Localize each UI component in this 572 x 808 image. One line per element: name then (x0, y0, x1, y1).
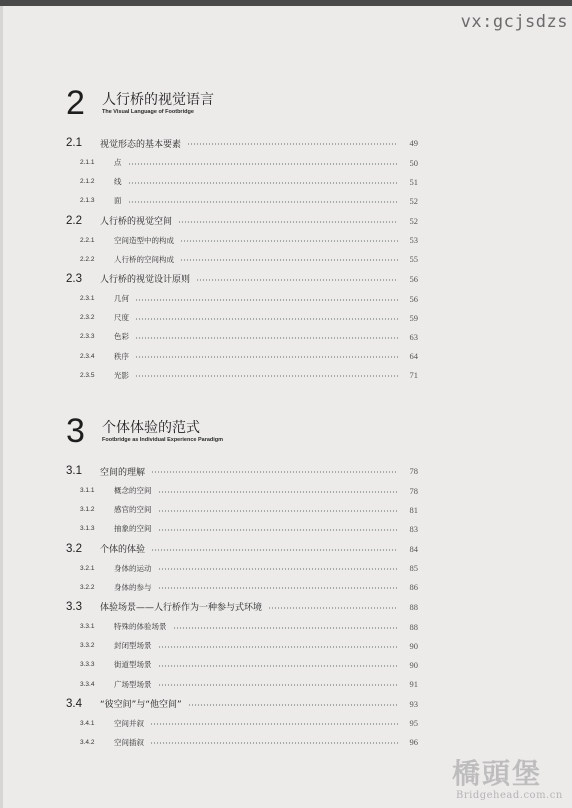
entry-title: 点 (114, 158, 122, 168)
entry-number: 3.4.2 (80, 738, 95, 746)
dot-leader (158, 645, 399, 648)
toc-subsection-entry[interactable] (66, 481, 418, 500)
entry-title: 封闭型场景 (114, 641, 152, 651)
entry-page-number: 64 (409, 351, 418, 362)
dot-leader (158, 490, 399, 493)
dot-leader (158, 509, 399, 512)
entry-title: “彼空间”与“他空间” (100, 700, 182, 711)
entry-page-number: 96 (409, 737, 418, 748)
entry-page-number: 78 (409, 466, 418, 476)
dot-leader (188, 703, 398, 706)
entry-page-number: 59 (409, 312, 418, 323)
entry-number: 2.2.1 (80, 236, 95, 244)
toc-subsection-entry[interactable] (66, 500, 418, 519)
entry-number: 3.2 (66, 542, 82, 555)
entry-number: 2.2.2 (80, 255, 95, 263)
entry-number: 3.3.4 (80, 680, 95, 688)
entry-title: 空间插叙 (114, 737, 144, 747)
entry-number: 3.3.3 (80, 661, 95, 669)
entry-number: 3.3.2 (80, 642, 95, 650)
dot-leader (178, 220, 398, 223)
entry-title: 色彩 (114, 332, 129, 342)
toc-subsection-entry[interactable] (66, 559, 418, 578)
dot-leader (151, 548, 398, 551)
entry-number: 2.3.4 (80, 352, 95, 360)
entry-title: 概念的空间 (114, 486, 152, 496)
toc-list (66, 133, 418, 385)
entry-title: 光影 (114, 370, 129, 380)
dot-leader (158, 684, 399, 687)
entry-number: 3.1.1 (80, 487, 95, 495)
dot-leader (128, 162, 399, 165)
toc-section-entry[interactable] (66, 461, 418, 481)
toc-section-entry[interactable] (66, 694, 418, 714)
watermark-top: vx:gcjsdzs (460, 12, 568, 32)
entry-page-number: 63 (409, 331, 418, 342)
toc-subsection-entry[interactable] (66, 519, 418, 538)
entry-page-number: 93 (409, 698, 418, 709)
toc-subsection-entry[interactable] (66, 308, 418, 327)
entry-page-number: 84 (409, 543, 418, 554)
entry-page-number: 88 (409, 601, 418, 612)
dot-leader (135, 336, 398, 339)
entry-title: 面 (114, 196, 122, 206)
entry-page-number: 81 (409, 504, 418, 515)
toc-subsection-entry[interactable] (66, 617, 418, 636)
toc-subsection-entry[interactable] (66, 675, 418, 694)
entry-title: 身体的参与 (114, 582, 152, 592)
entry-title: 广场型场景 (114, 679, 152, 689)
entry-page-number: 55 (409, 254, 418, 265)
dot-leader (150, 723, 398, 726)
entry-page-number: 56 (409, 293, 418, 304)
toc-subsection-entry[interactable] (66, 578, 418, 597)
dot-leader (158, 528, 399, 531)
entry-title: 空间的理解 (100, 467, 146, 478)
entry-title: 人行桥的视觉空间 (100, 217, 173, 228)
toc-subsection-entry[interactable] (66, 153, 418, 172)
entry-number: 2.3 (66, 272, 82, 285)
toc-subsection-entry[interactable] (66, 347, 418, 366)
entry-title: 感官的空间 (114, 505, 152, 515)
entry-page-number: 85 (409, 563, 418, 574)
toc-subsection-entry[interactable] (66, 366, 418, 385)
dot-leader (158, 587, 399, 590)
toc-subsection-entry[interactable] (66, 714, 418, 733)
entry-page-number: 49 (409, 138, 418, 148)
dot-leader (135, 298, 398, 301)
toc-section-entry[interactable] (66, 133, 418, 153)
entry-title: 线 (114, 177, 122, 187)
entry-number: 2.1.1 (80, 159, 95, 167)
entry-title: 几何 (114, 294, 129, 304)
dot-leader (135, 375, 398, 378)
entry-page-number: 86 (409, 582, 418, 593)
chapter-number: 2 (66, 84, 85, 122)
entry-number: 3.1 (66, 465, 82, 477)
entry-title: 街道型场景 (114, 660, 152, 670)
entry-page-number: 52 (409, 195, 418, 206)
chapter-title: 人行桥的视觉语言 (102, 92, 214, 108)
entry-number: 3.2.2 (80, 583, 95, 591)
entry-page-number: 51 (409, 176, 418, 187)
entry-number: 3.3.1 (80, 623, 95, 631)
entry-number: 2.1 (66, 137, 82, 149)
entry-number: 3.1.3 (80, 525, 95, 533)
entry-number: 2.2 (66, 214, 82, 227)
entry-page-number: 52 (409, 215, 418, 226)
entry-number: 3.1.2 (80, 506, 95, 514)
chapter-title: 个体体验的范式 (102, 420, 200, 436)
entry-page-number: 91 (409, 679, 418, 690)
top-bar (0, 0, 572, 6)
toc-section-entry[interactable] (66, 539, 418, 559)
entry-page-number: 78 (409, 485, 418, 496)
entry-page-number: 88 (409, 621, 418, 632)
dot-leader (128, 181, 399, 184)
dot-leader (158, 664, 399, 667)
chapter-number: 3 (66, 412, 85, 450)
toc-subsection-entry[interactable] (66, 327, 418, 346)
toc-section-entry[interactable] (66, 211, 418, 231)
toc-subsection-entry[interactable] (66, 191, 418, 210)
dot-leader (135, 356, 398, 359)
toc-subsection-entry[interactable] (66, 289, 418, 308)
dot-leader (135, 317, 398, 320)
entry-page-number: 83 (409, 523, 418, 534)
watermark-site: Bridgehead.com.cn (456, 790, 563, 801)
entry-title: 尺度 (114, 313, 129, 323)
entry-number: 3.4.1 (80, 719, 95, 727)
entry-page-number: 53 (409, 235, 418, 246)
entry-number: 3.4 (66, 697, 82, 710)
entry-title: 抽象的空间 (114, 524, 152, 534)
toc-subsection-entry[interactable] (66, 250, 418, 269)
toc-subsection-entry[interactable] (66, 231, 418, 250)
entry-page-number: 95 (409, 718, 418, 729)
entry-number: 3.3 (66, 600, 82, 613)
entry-page-number: 56 (409, 273, 418, 284)
entry-title: 人行桥的视觉设计原则 (100, 275, 191, 286)
chapter-subtitle: The Visual Language of Footbridge (102, 109, 194, 115)
toc-section-entry[interactable] (66, 597, 418, 617)
entry-title: 身体的运动 (114, 563, 152, 573)
entry-title: 视觉形态的基本要素 (100, 139, 182, 150)
dot-leader (180, 240, 398, 243)
entry-title: 特殊的体验场景 (114, 622, 167, 632)
chapter-subtitle: Footbridge as Individual Experience Paradigm (102, 437, 224, 443)
toc-list (66, 461, 418, 752)
dot-leader (128, 200, 399, 203)
entry-page-number: 71 (409, 370, 418, 381)
dot-leader (187, 143, 398, 146)
entry-title: 个体的体验 (100, 545, 146, 556)
entry-page-number: 50 (409, 157, 418, 168)
dot-leader (151, 471, 398, 474)
toc-subsection-entry[interactable] (66, 636, 418, 655)
entry-title: 秩序 (114, 351, 129, 361)
dot-leader (158, 568, 399, 571)
dot-leader (268, 606, 398, 609)
dot-leader (150, 742, 398, 745)
entry-number: 2.3.2 (80, 314, 95, 322)
entry-number: 2.1.2 (80, 178, 95, 186)
entry-title: 人行桥的空间构成 (114, 254, 174, 264)
toc-section-entry[interactable] (66, 269, 418, 289)
toc-subsection-entry[interactable] (66, 733, 418, 752)
entry-number: 2.3.5 (80, 371, 95, 379)
entry-title: 空间造型中的构成 (114, 235, 174, 245)
entry-page-number: 90 (409, 659, 418, 670)
entry-number: 2.3.1 (80, 295, 95, 303)
entry-number: 3.2.1 (80, 564, 95, 572)
page-edge (0, 6, 3, 808)
toc-subsection-entry[interactable] (66, 655, 418, 674)
entry-number: 2.3.3 (80, 333, 95, 341)
entry-number: 2.1.3 (80, 197, 95, 205)
dot-leader (173, 626, 399, 629)
entry-title: 体验场景——人行桥作为一种参与式环境 (100, 603, 263, 614)
dot-leader (180, 259, 398, 262)
entry-title: 空间并叙 (114, 718, 144, 728)
watermark-logo: 橋頭堡 (452, 757, 543, 790)
entry-page-number: 90 (409, 640, 418, 651)
dot-leader (196, 278, 398, 281)
toc-subsection-entry[interactable] (66, 172, 418, 191)
